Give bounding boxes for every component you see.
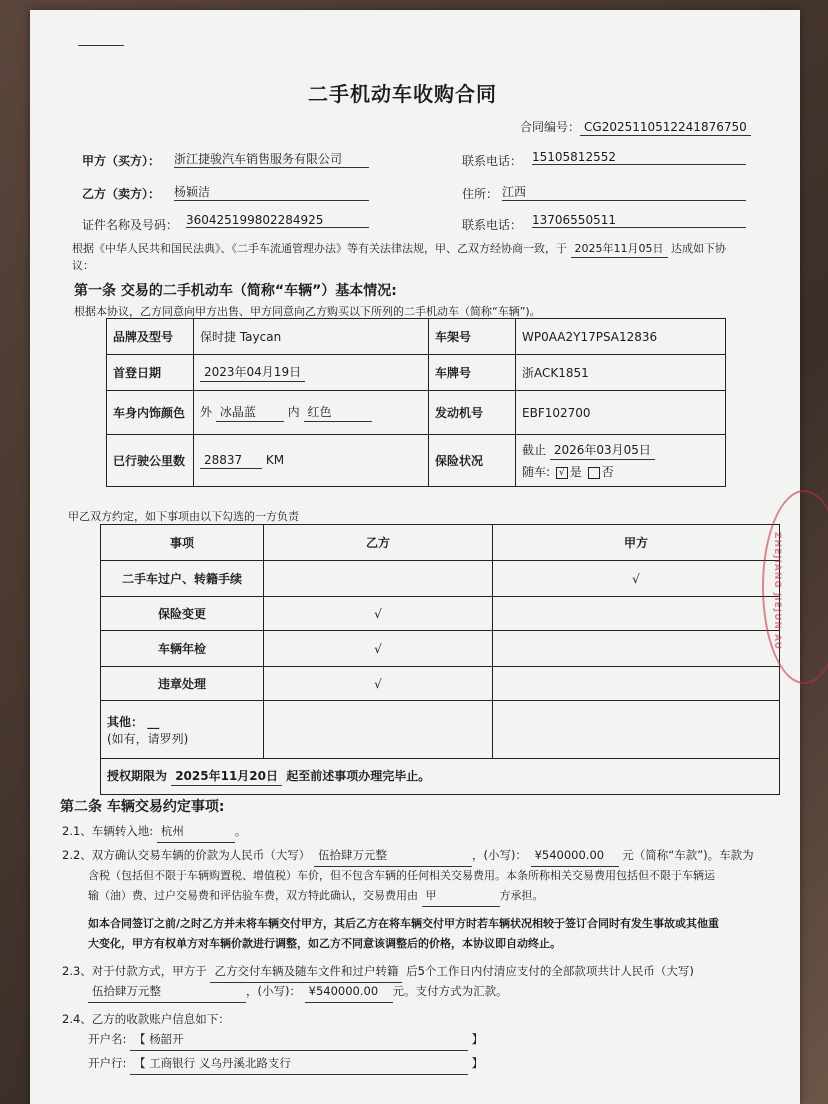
article-1-subtitle: 根据本协议，乙方同意向甲方出售、甲方同意向乙方购买以下所列的二手机动车（简称“车辆”)。 (74, 305, 541, 318)
seller-name: 杨颖洁 (174, 183, 369, 201)
clause-2-2-line-1: 2.2、双方确认交易车辆的价款为人民币（大写） 伍拾肆万元整 ，(小写)： ¥540000.00 元（简称“车款”)。车款为 (62, 846, 754, 867)
insurance-label: 保险状况 (429, 435, 516, 487)
clause-2-1: 2.1、车辆转入地: 杭州 。 (62, 822, 246, 843)
brand-value: 保时捷 Taycan (194, 319, 429, 355)
color-value: 外 冰晶蓝 内 红色 (194, 391, 429, 435)
buyer-name: 浙江捷骏汽车销售服务有限公司 (174, 150, 369, 168)
adjustment-clause-line-2: 大变化，甲方有权单方对车辆价款进行调整，如乙方不同意该调整后的价格，本协议即自动终止。 (88, 937, 561, 950)
address-label: 住所： (462, 187, 499, 201)
engine-label: 发动机号 (429, 391, 516, 435)
vin-value: WP0AA2Y17PSA12836 (516, 319, 726, 355)
duty-header-yi: 乙方 (264, 525, 493, 561)
mileage-label: 已行驶公里数 (107, 435, 194, 487)
insurance-value: 截止 2026年03月05日 随车: √ 是 否 (516, 435, 726, 487)
article-2-title: 第二条 车辆交易约定事项: (60, 799, 225, 815)
contract-page (30, 10, 800, 1104)
buyer-phone-value: 15105812552 (532, 150, 746, 165)
clause-2-2-line-3: 输（油）费、过户交易费和评估验车费，双方特此确认，交易费用由 甲 方承担。 (88, 886, 544, 907)
plate-label: 车牌号 (429, 355, 516, 391)
seller-phone-label: 联系电话： (462, 218, 523, 232)
address-value: 江西 (502, 183, 746, 201)
duty-intro: 甲乙双方约定，如下事项由以下勾选的一方负责 (68, 510, 299, 523)
plate-value: 浙ACK1851 (516, 355, 726, 391)
insurance-yes-checkbox[interactable]: √ (556, 467, 568, 479)
pen-mark (78, 45, 124, 46)
engine-value: EBF102700 (516, 391, 726, 435)
page-title: 二手机动车收购合同 (308, 82, 497, 106)
clause-2-3-line-2: 伍拾肆万元整 ，(小写)： ¥540000.00 元。支付方式为汇款。 (88, 982, 508, 1003)
bank-row: 开户行: 【 工商银行 义乌丹溪北路支行 】 (88, 1054, 483, 1075)
table-row: 二手车过户、转籍手续 √ (101, 561, 780, 597)
id-label: 证件名称及号码： (82, 218, 179, 232)
mileage-value: 28837 KM (194, 435, 429, 487)
contract-number: 合同编号： CG2025110512241876750 (520, 118, 751, 136)
color-label: 车身内饰颜色 (107, 391, 194, 435)
vin-label: 车架号 (429, 319, 516, 355)
seller-phone-value: 13706550511 (532, 213, 746, 228)
duty-header-jia: 甲方 (493, 525, 780, 561)
buyer-label: 甲方（买方）： (82, 154, 161, 168)
clause-2-2-line-2: 含税（包括但不限于车辆购置税、增值税）车价，但不包含车辆的任何相关交易费用。本条所称相关交易费用包括但不限于车辆运 (88, 869, 715, 882)
clause-2-4: 2.4、乙方的收款账户信息如下： (62, 1012, 230, 1026)
table-row: 违章处理 √ (101, 667, 780, 701)
company-seal: ZHEJIANG JIEJUN AU (762, 490, 828, 684)
table-row: 车辆年检 √ (101, 631, 780, 667)
intro-line-2: 议： (72, 259, 94, 272)
account-name-row: 开户名: 【 杨韶开 】 (88, 1030, 483, 1051)
buyer-phone: 联系电话： (462, 154, 523, 168)
vehicle-table (106, 318, 726, 487)
reg-date-value: 2023年04月19日 (194, 355, 429, 391)
article-1-title: 第一条 交易的二手机动车（简称“车辆”）基本情况: (74, 283, 397, 299)
duty-table (100, 524, 780, 795)
clause-2-3-line-1: 2.3、对于付款方式，甲方于 乙方交付车辆及随车文件和过户转籍 后5个工作日内付清应支付的全部款项共计人民币（大写) (62, 962, 694, 983)
intro-line: 根据《中华人民共和国民法典》、《二手车流通管理办法》等有关法律法规，甲、乙双方经协商一致，于 2025年11月05日 达成如下协 (72, 240, 726, 258)
duty-header-item: 事项 (101, 525, 264, 561)
reg-date-label: 首登日期 (107, 355, 194, 391)
seller-label: 乙方（卖方）： (82, 187, 161, 201)
table-row-other: 其他： __ (如有，请罗列) (101, 701, 780, 759)
authorization-deadline: 授权期限为 2025年11月20日 起至前述事项办理完毕止。 (101, 759, 780, 795)
table-row: 保险变更 √ (101, 597, 780, 631)
insurance-no-checkbox[interactable] (588, 467, 600, 479)
adjustment-clause-line-1: 如本合同签订之前/之时乙方并未将车辆交付甲方，其后乙方在将车辆交付甲方时若车辆状况相较于签订合同时有发生事故或其他重 (88, 917, 720, 930)
id-number: 360425199802284925 (186, 213, 369, 228)
brand-label: 品牌及型号 (107, 319, 194, 355)
